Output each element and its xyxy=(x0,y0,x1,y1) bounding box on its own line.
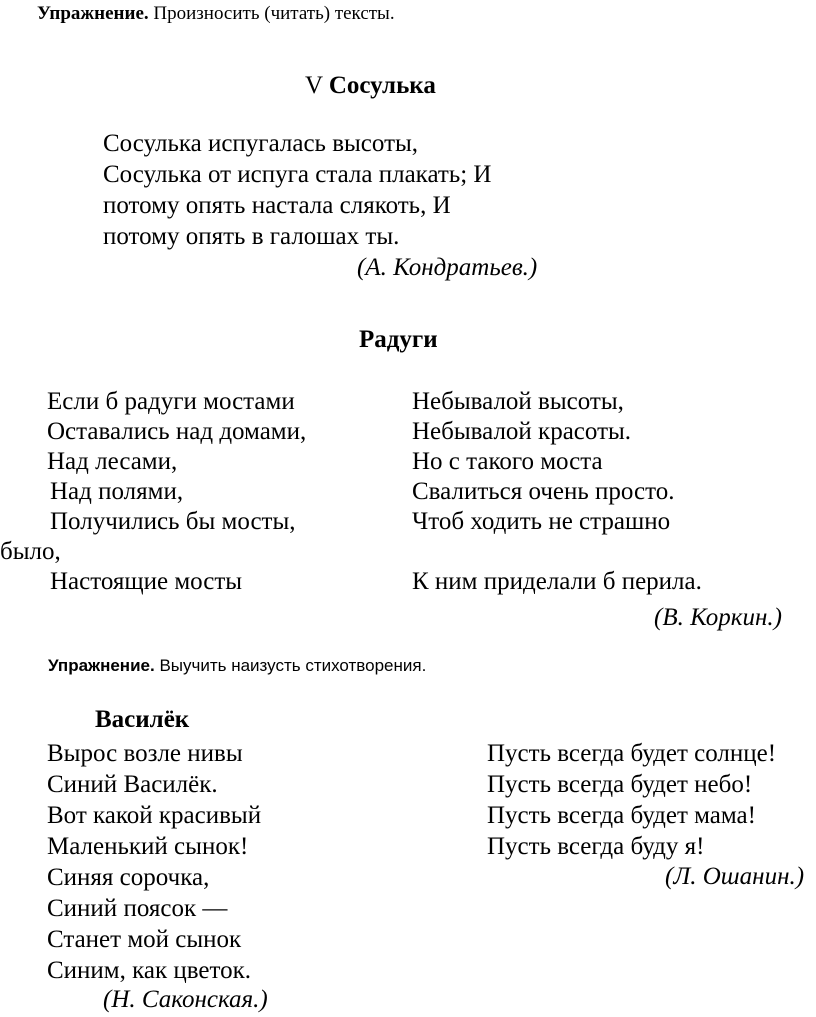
exercise-label: Упражнение. xyxy=(37,3,149,24)
poem-line: Небывалой красоты. xyxy=(412,418,632,445)
poem-line: Синяя сорочка, xyxy=(47,864,210,891)
poem-line: К ним приделали б перила. xyxy=(412,568,702,595)
poem-title-rainbows: Радуги xyxy=(359,326,438,353)
poem-column-left xyxy=(0,387,400,597)
poem-line: Пусть всегда будет солнце! xyxy=(487,740,777,767)
poem-title-cornflower: Василёк xyxy=(95,706,190,733)
poem-author-sun: (Л. Ошанин.) xyxy=(665,863,805,890)
poem-line: Над полями, xyxy=(50,478,184,505)
exercise-text: Произносить (читать) тексты. xyxy=(148,3,395,24)
poem-line: потому опять настала слякоть, И xyxy=(103,192,451,219)
poem-author-rainbows: (В. Коркин.) xyxy=(654,604,782,631)
poem-author-cornflower: (Н. Саконская.) xyxy=(103,986,268,1013)
poem-line: Получились бы мосты, xyxy=(50,508,296,535)
poem-line: Небывалой высоты, xyxy=(412,388,624,415)
poem-line: Сосулька от испуга стала плакать; И xyxy=(103,161,492,188)
poem-body-sun xyxy=(487,738,776,862)
poem-line: Если б радуги мостами xyxy=(47,388,295,415)
poem-line: Оставались над домами, xyxy=(47,418,307,445)
poem-line: Синий Василёк. xyxy=(47,771,218,798)
poem-line: Маленький сынок! xyxy=(47,833,249,860)
poem-line: Пусть всегда буду я! xyxy=(487,833,705,860)
exercise-text: Выучить наизусть стихотворения. xyxy=(154,656,427,675)
exercise-label: Упражнение. xyxy=(48,656,155,675)
poem-title: Сосулька xyxy=(328,72,436,99)
poem-author-icicle: (А. Кондратьев.) xyxy=(357,254,538,281)
poem-line: Но с такого моста xyxy=(412,448,603,475)
poem-body-icicle xyxy=(103,128,491,252)
poem-line: Чтоб ходить не страшно xyxy=(412,508,671,535)
poem-line: Свалиться очень просто. xyxy=(412,478,675,505)
poem-line: Настоящие мосты xyxy=(50,568,243,595)
poem-line: Пусть всегда будет мама! xyxy=(487,802,756,829)
poem-line: Над лесами, xyxy=(47,448,178,475)
poem-line: Сосулька испугалась высоты, xyxy=(103,130,419,157)
poem-line-empty xyxy=(412,537,702,567)
poem-line: Вот какой красивый xyxy=(47,802,262,829)
poem-title-icicle xyxy=(305,71,436,101)
poem-body-cornflower xyxy=(47,738,261,986)
poem-line: Синим, как цветок. xyxy=(47,957,252,984)
poem-line: Синий поясок — xyxy=(47,895,228,922)
poem-line: потому опять в галошах ты. xyxy=(103,223,400,250)
exercise-heading-1 xyxy=(37,2,395,26)
poem-line: Станет мой сынок xyxy=(47,926,242,953)
poem-line: Пусть всегда будет небо! xyxy=(487,771,753,798)
exercise-heading-2 xyxy=(48,655,426,677)
section-numeral: V xyxy=(305,72,323,99)
poem-line: было, xyxy=(0,538,61,565)
poem-column-right xyxy=(412,387,702,597)
poem-line: Вырос возле нивы xyxy=(47,740,243,767)
